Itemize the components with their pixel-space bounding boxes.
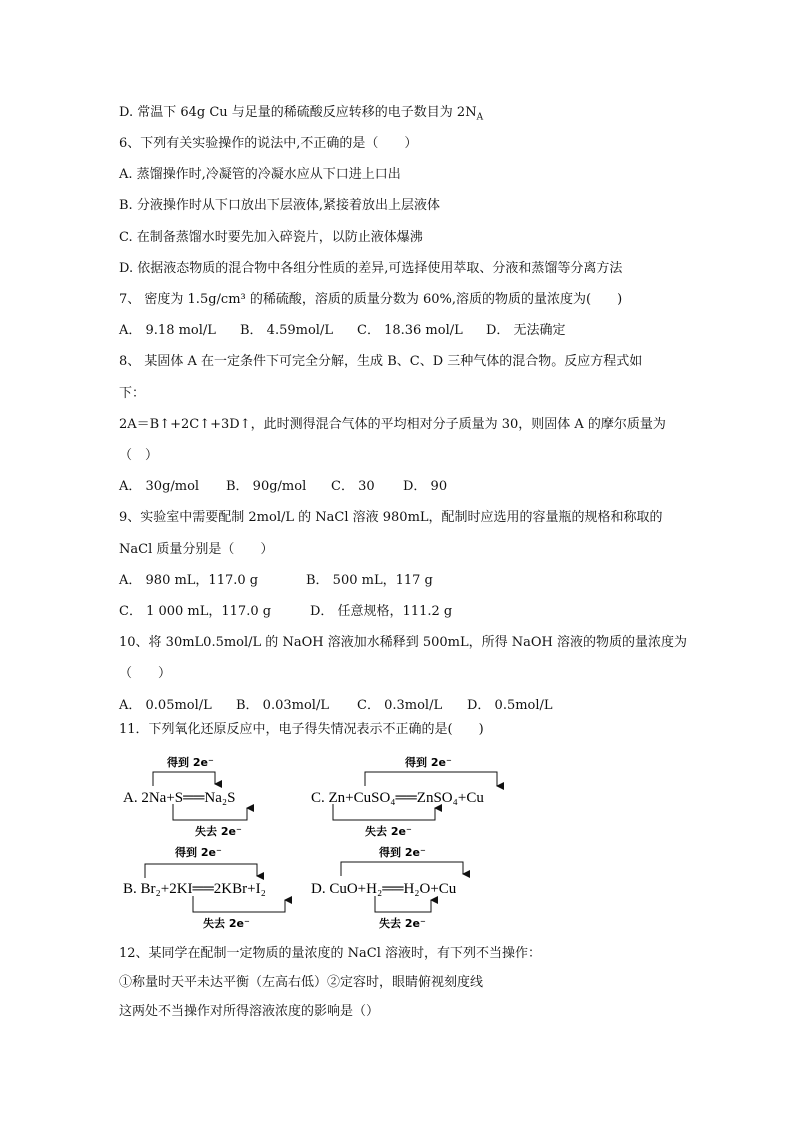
q5-option-d: D. 常温下 64g Cu 与足量的稀硫酸反应转移的电子数目为 $2N_A$: [119, 105, 484, 123]
q12-stem-1: 12、某同学在配制一定物质的量浓度的 NaCl 溶液时，有下列不当操作：: [119, 946, 542, 961]
q7-option-d: D． 无法确定: [486, 323, 566, 338]
q9-stem-2: NaCl 质量分别是（ ）: [119, 542, 274, 557]
q9-option-a: A． 980 mL，117.0 g: [119, 573, 259, 588]
diagram-a-equation: A. 2Na+S══Na₂S: [123, 790, 236, 806]
q8-option-b: B． 90g/mol: [226, 479, 307, 494]
q8-option-a: A． 30g/mol: [119, 479, 200, 494]
diagram-a-lose-label: 失去 2e⁻: [195, 825, 242, 838]
q6-stem: 6、下列有关实验操作的说法中,不正确的是（ ）: [119, 136, 418, 151]
q8-option-d: D． 90: [403, 479, 448, 494]
q7-stem: 7、 密度为 1.5g/cm³ 的稀硫酸，溶质的质量分数为 60%,溶质的物质的量浓度为( ): [119, 292, 623, 307]
q6-option-a: A. 蒸馏操作时,冷凝管的冷凝水应从下口进上口出: [119, 167, 401, 182]
q8-stem-2: 下：: [119, 386, 146, 401]
q7-option-b: B． 4.59mol/L: [240, 323, 333, 338]
diagram-d-gain-label: 得到 2e⁻: [379, 846, 426, 859]
q10-stem-2: （ ）: [119, 666, 172, 681]
q10-stem-1: 10、将 30mL0.5mol/L 的 NaOH 溶液加水稀释到 500mL，所得 NaOH 溶液的物质的量浓度为: [119, 635, 687, 650]
q6-option-c: C. 在制备蒸馏水时要先加入碎瓷片，以防止液体爆沸: [119, 230, 423, 245]
diagram-b-equation: B. Br₂+2KI══2KBr+I₂: [123, 881, 266, 897]
q6-option-b: B. 分液操作时从下口放出下层液体,紧接着放出上层液体: [119, 198, 440, 213]
q10-option-d: D． 0.5mol/L: [467, 698, 553, 713]
diagram-b-lose-label: 失去 2e⁻: [203, 917, 250, 930]
q12-stem-2: ①称量时天平未达平衡（左高右低）②定容时，眼睛俯视刻度线: [119, 975, 484, 990]
q10-option-a: A． 0.05mol/L: [119, 698, 212, 713]
q8-stem-4: （ ）: [119, 448, 159, 463]
redox-diagram: [115, 750, 535, 936]
q8-stem-1: 8、 某固体 A 在一定条件下可完全分解，生成 B、C、D 三种气体的混合物。反应方程式如: [119, 354, 643, 369]
q7-option-a: A． 9.18 mol/L: [119, 323, 216, 338]
q8-stem-3: 2A＝B↑+2C↑+3D↑，此时测得混合气体的平均相对分子质量为 30，则固体 A 的摩尔质量为: [119, 417, 666, 432]
q9-option-c: C． 1 000 mL，117.0 g: [119, 604, 272, 619]
q6-option-d: D. 依据液态物质的混合物中各组分性质的差异,可选择使用萃取、分液和蒸馏等分离方法: [119, 261, 623, 276]
q8-option-c: C． 30: [331, 479, 375, 494]
q11-stem: 11．下列氧化还原反应中，电子得失情况表示不正确的是( ): [119, 722, 484, 737]
diagram-a-gain-label: 得到 2e⁻: [167, 756, 214, 769]
q7-option-c: C． 18.36 mol/L: [357, 323, 463, 338]
diagram-d-equation: D. CuO+H₂══H₂O+Cu: [311, 881, 457, 897]
diagram-b-gain-label: 得到 2e⁻: [175, 846, 222, 859]
q9-option-d: D． 任意规格，111.2 g: [310, 604, 453, 619]
q9-option-b: B． 500 mL，117 g: [306, 573, 433, 588]
q10-option-b: B． 0.03mol/L: [236, 698, 329, 713]
diagram-d-lose-label: 失去 2e⁻: [379, 917, 426, 930]
diagram-c-gain-label: 得到 2e⁻: [405, 756, 452, 769]
q9-stem-1: 9、实验室中需要配制 2mol/L 的 NaCl 溶液 980mL，配制时应选用的容量瓶的规格和称取的: [119, 510, 663, 525]
q10-option-c: C． 0.3mol/L: [357, 698, 443, 713]
q12-stem-3: 这两处不当操作对所得溶液浓度的影响是（）: [119, 1004, 380, 1019]
diagram-c-lose-label: 失去 2e⁻: [365, 825, 412, 838]
diagram-c-equation: C. Zn+CuSO₄══ZnSO₄+Cu: [311, 790, 484, 806]
